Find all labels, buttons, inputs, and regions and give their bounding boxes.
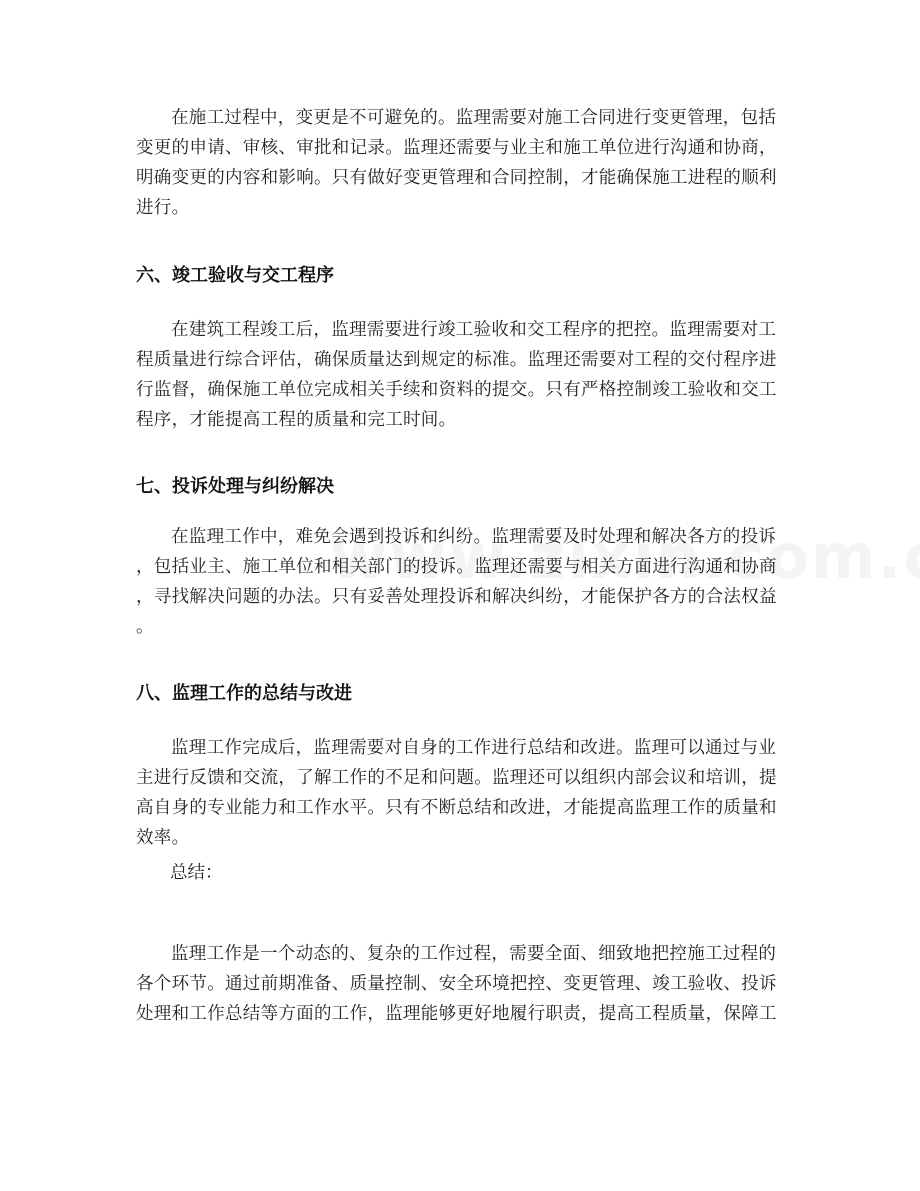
section-heading-completion-acceptance: 六、竣工验收与交工程序 (136, 265, 334, 286)
text-line: ，寻找解决问题的办法。只有妥善处理投诉和解决纠纷，才能保护各方的合法权益 (136, 587, 777, 607)
text-line: ，包括业主、施工单位和相关部门的投诉。监理还需要与相关方面进行沟通和协商 (136, 557, 777, 577)
text-line: 高自身的专业能力和工作水平。只有不断总结和改进，才能提高监理工作的质量和 (136, 798, 777, 818)
section-heading-summary-improvement: 八、监理工作的总结与改进 (136, 683, 352, 704)
text-line: 程序，才能提高工程的质量和完工时间。 (136, 410, 457, 430)
section-heading-complaints: 七、投诉处理与纠纷解决 (136, 476, 334, 497)
text-line: 在施工过程中，变更是不可避免的。监理需要对施工合同进行变更管理，包括 (171, 108, 777, 128)
text-line: 进行。 (136, 198, 190, 218)
text-line: 效率。 (136, 828, 190, 848)
paragraph-conclusion (136, 939, 786, 1029)
paragraph-change-management (136, 103, 786, 223)
text-line: 监理工作是一个动态的、复杂的工作过程，需要全面、细致地把控施工过程的 (171, 944, 777, 964)
text-line: 程质量进行综合评估，确保质量达到规定的标准。监理还需要对工程的交付程序进 (136, 350, 777, 370)
text-line: 各个环节。通过前期准备、质量控制、安全环境把控、变更管理、竣工验收、投诉 (136, 974, 777, 994)
summary-label: 总结： (170, 863, 223, 883)
text-line: 。 (136, 617, 154, 637)
text-line: 监理工作完成后，监理需要对自身的工作进行总结和改进。监理可以通过与业 (171, 738, 777, 758)
text-line: 在监理工作中，难免会遇到投诉和纠纷。监理需要及时处理和解决各方的投诉 (171, 527, 777, 547)
paragraph-complaints (136, 522, 786, 642)
text-line: 处理和工作总结等方面的工作，监理能够更好地履行职责，提高工程质量，保障工 (136, 1004, 777, 1024)
paragraph-completion-acceptance (136, 315, 786, 435)
text-line: 变更的申请、审核、审批和记录。监理还需要与业主和施工单位进行沟通和协商， (136, 138, 777, 158)
text-line: 在建筑工程竣工后，监理需要进行竣工验收和交工程序的把控。监理需要对工 (171, 320, 777, 340)
text-line: 主进行反馈和交流，了解工作的不足和问题。监理还可以组织内部会议和培训，提 (136, 768, 777, 788)
text-line: 行监督，确保施工单位完成相关手续和资料的提交。只有严格控制竣工验收和交工 (136, 380, 777, 400)
paragraph-summary-improvement (136, 733, 786, 853)
text-line: 明确变更的内容和影响。只有做好变更管理和合同控制，才能确保施工进程的顺利 (136, 168, 777, 188)
